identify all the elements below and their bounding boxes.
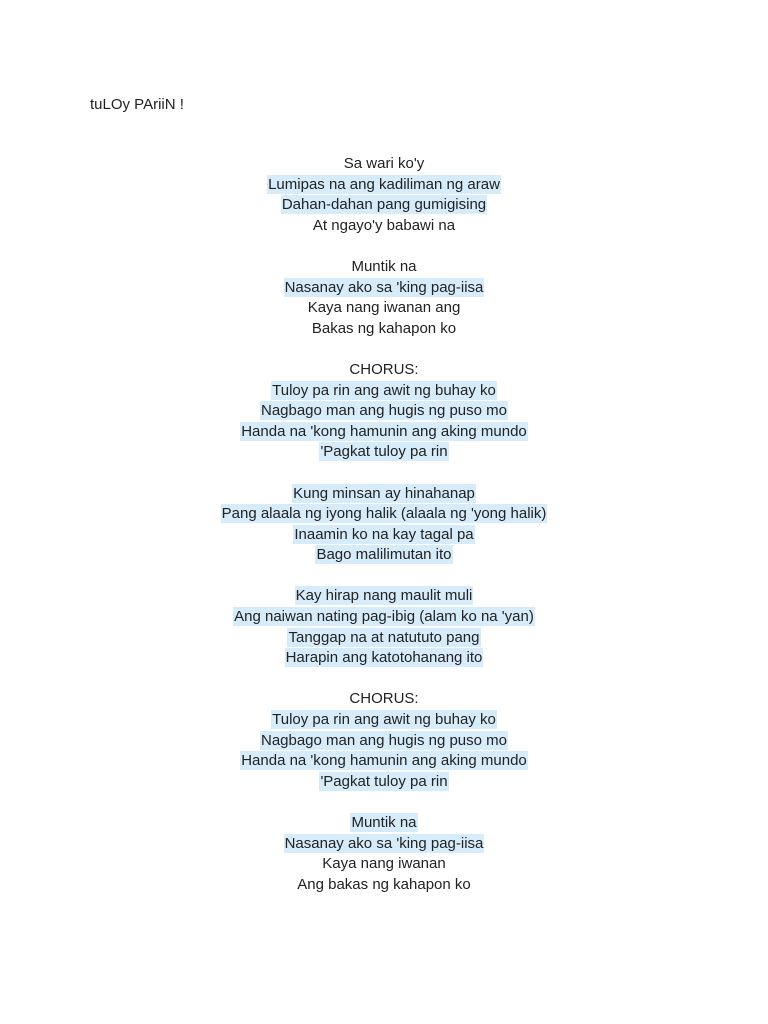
- lyric-line-text: CHORUS:: [349, 690, 419, 708]
- stanza-chorus-2: [0, 689, 768, 792]
- lyric-line-text: 'Pagkat tuloy pa rin: [320, 772, 448, 790]
- lyric-line: [0, 154, 768, 175]
- lyric-line: [0, 278, 768, 299]
- lyric-line-text: Bago malilimutan ito: [316, 546, 452, 564]
- lyric-line: [0, 319, 768, 340]
- lyric-line: [0, 401, 768, 422]
- stanza-verse-1: [0, 154, 768, 236]
- lyric-line-text: Inaamin ko na kay tagal pa: [294, 525, 474, 543]
- lyric-line-text: Tanggap na at natututo pang: [288, 628, 480, 646]
- lyric-line: [0, 875, 768, 896]
- lyric-line-text: CHORUS:: [349, 360, 419, 378]
- lyric-line: [0, 586, 768, 607]
- stanza-verse-4: [0, 586, 768, 668]
- lyric-line: [0, 834, 768, 855]
- lyric-line: [0, 175, 768, 196]
- lyric-line: [0, 504, 768, 525]
- lyric-line-text: At ngayo'y babawi na: [312, 216, 456, 234]
- lyric-line-text: Muntik na: [351, 814, 417, 831]
- lyric-line: [0, 628, 768, 649]
- lyric-line-text: Tuloy pa rin ang awit ng buhay ko: [272, 711, 496, 729]
- lyric-line-text: Kay hirap nang maulit muli: [295, 587, 473, 605]
- lyric-line-text: Nasanay ako sa 'king pag-iisa: [284, 278, 484, 296]
- lyric-line-text: Lumipas na ang kadiliman ng araw: [268, 175, 500, 193]
- lyric-line: [0, 442, 768, 463]
- lyric-line: [0, 360, 768, 381]
- document-title: tuLOy PAriiN !: [90, 96, 184, 113]
- stanza-verse-3: [0, 484, 768, 566]
- lyric-line-text: Kaya nang iwanan: [322, 855, 446, 873]
- lyric-line: [0, 689, 768, 710]
- stanza-outro: [0, 813, 768, 895]
- lyric-line-text: Ang bakas ng kahapon ko: [297, 875, 471, 893]
- lyric-line-text: 'Pagkat tuloy pa rin: [320, 443, 448, 461]
- lyric-line-text: Handa na 'kong hamunin ang aking mundo: [241, 422, 527, 440]
- lyric-line-text: Nasanay ako sa 'king pag-iisa: [284, 834, 484, 852]
- lyric-line-text: Pang alaala ng iyong halik (alaala ng 'yong halik): [221, 505, 547, 523]
- lyrics-body: [0, 154, 768, 916]
- lyric-line: [0, 484, 768, 505]
- lyric-line: [0, 545, 768, 566]
- lyric-line: [0, 381, 768, 402]
- lyric-line: [0, 751, 768, 772]
- lyric-line-text: Bakas ng kahapon ko: [311, 319, 457, 337]
- lyric-line-text: Kung minsan ay hinahanap: [293, 484, 475, 502]
- lyric-line: [0, 525, 768, 546]
- lyric-line: [0, 710, 768, 731]
- lyric-line: [0, 298, 768, 319]
- lyric-line-text: Harapin ang katotohanang ito: [285, 649, 483, 667]
- lyric-line-text: Sa wari ko'y: [343, 155, 425, 172]
- lyric-line: [0, 422, 768, 443]
- lyric-line: [0, 607, 768, 628]
- lyric-line-text: Nagbago man ang hugis ng puso mo: [260, 402, 507, 420]
- lyric-line-text: Dahan-dahan pang gumigising: [281, 196, 487, 214]
- lyric-line: [0, 854, 768, 875]
- lyric-line-text: Kaya nang iwanan ang: [307, 299, 461, 317]
- lyric-line: [0, 731, 768, 752]
- lyric-line-text: Tuloy pa rin ang awit ng buhay ko: [272, 381, 496, 399]
- stanza-chorus-1: [0, 360, 768, 463]
- lyric-line: [0, 216, 768, 237]
- lyric-line: [0, 257, 768, 278]
- stanza-verse-2: [0, 257, 768, 339]
- lyric-line: [0, 648, 768, 669]
- lyric-line-text: Handa na 'kong hamunin ang aking mundo: [241, 752, 527, 770]
- lyric-line: [0, 813, 768, 834]
- lyric-line-text: Nagbago man ang hugis ng puso mo: [260, 731, 507, 749]
- lyric-line: [0, 772, 768, 793]
- lyric-line-text: Ang naiwan nating pag-ibig (alam ko na 'yan): [234, 608, 534, 626]
- lyric-line-text: Muntik na: [351, 257, 417, 275]
- lyric-line: [0, 195, 768, 216]
